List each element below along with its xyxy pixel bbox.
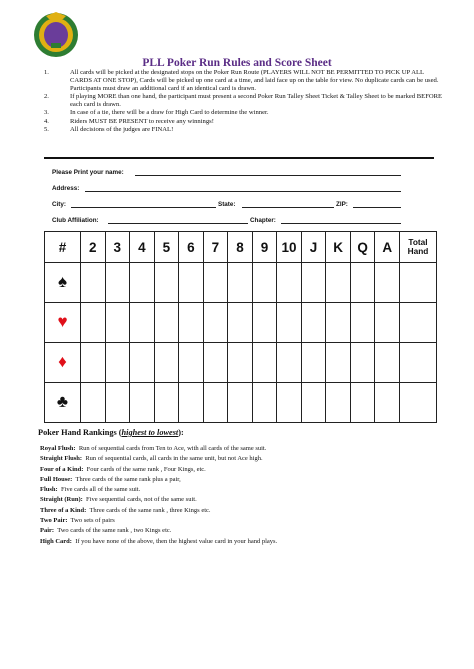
rule-item bbox=[44, 93, 444, 109]
ranking-item bbox=[40, 526, 277, 536]
rule-text: Riders MUST BE PRESENT to receive any winnings! bbox=[70, 117, 214, 125]
suit-row-spades bbox=[45, 263, 437, 303]
score-cell[interactable] bbox=[228, 383, 253, 423]
ranking-name: Four of a Kind: bbox=[40, 465, 84, 473]
score-cell[interactable] bbox=[130, 263, 155, 303]
score-cell[interactable] bbox=[301, 303, 326, 343]
rule-text: All cards will be picked at the designated stops on the Poker Run Route (PLAYERS WILL NOT BE PERMITTED TO PICK UP ALL CARDS AT ONE STOP), Cards will be picked up one card at a time, and laid face up on the table for view. No duplicate cards can be used. Participants must draw an additional card if an identical card is drawn. bbox=[70, 69, 439, 93]
rule-number: 2. bbox=[44, 93, 49, 101]
fraternity-crest-logo bbox=[32, 10, 80, 60]
chapter-field[interactable] bbox=[281, 223, 401, 224]
score-cell[interactable] bbox=[154, 383, 179, 423]
ranking-name: Straight Flush: bbox=[40, 455, 83, 463]
ranking-name: Flush: bbox=[40, 486, 58, 494]
score-cell[interactable] bbox=[350, 263, 375, 303]
ranking-name: Royal Flush: bbox=[40, 445, 76, 452]
ranking-desc: Run of sequential cards, all cards in the same unit, but not Ace high. bbox=[85, 455, 263, 463]
score-cell[interactable] bbox=[179, 343, 204, 383]
column-header: 8 bbox=[228, 232, 253, 263]
column-header: 10 bbox=[277, 232, 302, 263]
score-cell[interactable] bbox=[154, 303, 179, 343]
score-cell[interactable] bbox=[203, 343, 228, 383]
rule-number: 3. bbox=[44, 109, 49, 117]
total-hand-header bbox=[400, 232, 437, 263]
column-header: 5 bbox=[154, 232, 179, 263]
score-cell[interactable] bbox=[81, 303, 106, 343]
ranking-item bbox=[40, 454, 277, 464]
score-cell[interactable] bbox=[301, 263, 326, 303]
score-cell[interactable] bbox=[301, 343, 326, 383]
state-label: State: bbox=[218, 201, 236, 208]
rankings-list bbox=[40, 444, 277, 547]
column-header: 6 bbox=[179, 232, 204, 263]
score-cell[interactable] bbox=[154, 343, 179, 383]
name-label: Please Print your name: bbox=[52, 169, 124, 176]
score-cell[interactable] bbox=[81, 383, 106, 423]
ranking-item bbox=[40, 475, 277, 485]
heart-icon: ♥ bbox=[45, 303, 81, 343]
score-cell[interactable] bbox=[203, 263, 228, 303]
rule-text: All decisions of the judges are FINAL! bbox=[70, 125, 174, 133]
ranking-item bbox=[40, 465, 277, 475]
score-cell[interactable] bbox=[326, 343, 351, 383]
rankings-title-end: ): bbox=[178, 428, 184, 437]
suit-row-hearts bbox=[45, 303, 437, 343]
column-header: 4 bbox=[130, 232, 155, 263]
ranking-desc: Five sequential cards, not of the same suit. bbox=[86, 496, 197, 504]
score-cell[interactable] bbox=[154, 263, 179, 303]
total-cell[interactable] bbox=[400, 263, 437, 303]
club-affiliation-label: Club Affiliation: bbox=[52, 217, 99, 224]
rule-number: 5. bbox=[44, 125, 49, 133]
column-header: 9 bbox=[252, 232, 277, 263]
score-cell[interactable] bbox=[179, 383, 204, 423]
score-header-row bbox=[45, 232, 437, 263]
name-field[interactable] bbox=[135, 175, 401, 176]
ranking-item bbox=[40, 537, 277, 547]
score-cell[interactable] bbox=[350, 343, 375, 383]
rule-text: If playing MORE than one hand, the participant must present a second Poker Run Talley Sheet Ticket & Talley Sheet to be marked BEFORE each card is drawn. bbox=[70, 93, 443, 109]
score-cell[interactable] bbox=[350, 303, 375, 343]
column-header: 2 bbox=[81, 232, 106, 263]
score-cell[interactable] bbox=[228, 263, 253, 303]
city-field[interactable] bbox=[71, 207, 216, 208]
chapter-label: Chapter: bbox=[250, 217, 276, 224]
score-cell[interactable] bbox=[81, 263, 106, 303]
ranking-desc: Two sets of pairs bbox=[70, 517, 115, 525]
rule-item bbox=[44, 118, 444, 126]
ranking-name: Two Pair: bbox=[40, 517, 68, 525]
score-cell[interactable] bbox=[326, 263, 351, 303]
score-cell[interactable] bbox=[228, 343, 253, 383]
ranking-name: Pair: bbox=[40, 527, 55, 535]
ranking-desc: Two cards of the same rank , two Kings etc. bbox=[57, 527, 172, 535]
ranking-item bbox=[40, 485, 277, 495]
score-cell[interactable] bbox=[252, 383, 277, 423]
column-header: A bbox=[375, 232, 400, 263]
section-divider bbox=[44, 157, 434, 159]
score-cell[interactable] bbox=[228, 303, 253, 343]
score-cell[interactable] bbox=[130, 343, 155, 383]
rule-item bbox=[44, 69, 444, 93]
address-label: Address: bbox=[52, 185, 80, 192]
diamond-icon: ♦ bbox=[45, 343, 81, 383]
score-cell[interactable] bbox=[81, 343, 106, 383]
club-affiliation-field[interactable] bbox=[108, 223, 248, 224]
total-header-line2: Hand bbox=[407, 246, 429, 256]
column-header: # bbox=[45, 232, 81, 263]
club-icon: ♣ bbox=[45, 383, 81, 423]
score-cell[interactable] bbox=[203, 303, 228, 343]
column-header: J bbox=[301, 232, 326, 263]
score-cell[interactable] bbox=[179, 263, 204, 303]
ranking-desc: Four cards of the same rank , Four Kings, etc. bbox=[86, 465, 206, 473]
score-cell[interactable] bbox=[179, 303, 204, 343]
ranking-item bbox=[40, 516, 277, 526]
ranking-desc: Five cards all of the same suit. bbox=[60, 486, 141, 494]
score-cell[interactable] bbox=[105, 263, 130, 303]
address-field[interactable] bbox=[85, 191, 401, 192]
score-cell[interactable] bbox=[277, 303, 302, 343]
score-cell[interactable] bbox=[375, 383, 400, 423]
zip-field[interactable] bbox=[353, 207, 401, 208]
rankings-title-start: Poker Hand Rankings ( bbox=[38, 428, 122, 437]
score-cell[interactable] bbox=[350, 383, 375, 423]
score-cell[interactable] bbox=[105, 343, 130, 383]
rule-item bbox=[44, 126, 444, 134]
rule-number: 4. bbox=[44, 117, 49, 125]
score-cell[interactable] bbox=[105, 303, 130, 343]
ranking-desc: Three cards of the same rank plus a pair, bbox=[75, 475, 181, 483]
total-cell[interactable] bbox=[400, 303, 437, 343]
ranking-desc: Three cards of the same rank , three Kings etc. bbox=[89, 506, 211, 514]
rule-text: In case of a tie, there will be a draw for High Card to determine the winner. bbox=[70, 109, 269, 117]
score-cell[interactable] bbox=[375, 343, 400, 383]
ranking-desc: If you have none of the above, then the highest value card in your hand plays. bbox=[75, 537, 278, 545]
total-cell[interactable] bbox=[400, 383, 437, 423]
score-cell[interactable] bbox=[301, 383, 326, 423]
column-header: K bbox=[326, 232, 351, 263]
score-table bbox=[44, 231, 437, 423]
ranking-name: Full House: bbox=[40, 475, 73, 483]
rules-list bbox=[44, 69, 444, 134]
rule-item bbox=[44, 109, 444, 117]
score-cell[interactable] bbox=[130, 383, 155, 423]
ranking-item bbox=[40, 506, 277, 516]
score-cell[interactable] bbox=[277, 383, 302, 423]
rankings-title-emphasis: highest to lowest bbox=[121, 428, 179, 437]
score-cell[interactable] bbox=[326, 383, 351, 423]
ranking-name: Straight (Run): bbox=[40, 496, 83, 504]
ranking-name: High Card: bbox=[40, 537, 72, 545]
ranking-item bbox=[40, 495, 277, 505]
score-cell[interactable] bbox=[130, 303, 155, 343]
ranking-name: Three of a Kind: bbox=[40, 506, 87, 514]
score-cell[interactable] bbox=[375, 303, 400, 343]
total-header-line1: Total bbox=[408, 237, 428, 247]
zip-label: ZIP: bbox=[336, 201, 348, 208]
city-label: City: bbox=[52, 201, 66, 208]
score-cell[interactable] bbox=[252, 303, 277, 343]
suit-row-clubs bbox=[45, 383, 437, 423]
suit-row-diamonds bbox=[45, 343, 437, 383]
score-cell[interactable] bbox=[375, 263, 400, 303]
score-cell[interactable] bbox=[252, 263, 277, 303]
score-cell[interactable] bbox=[326, 303, 351, 343]
page-title: PLL Poker Run Rules and Score Sheet bbox=[142, 57, 332, 69]
score-cell[interactable] bbox=[105, 383, 130, 423]
state-field[interactable] bbox=[242, 207, 334, 208]
column-header: 3 bbox=[105, 232, 130, 263]
column-header: Q bbox=[350, 232, 375, 263]
total-cell[interactable] bbox=[400, 343, 437, 383]
score-cell[interactable] bbox=[277, 343, 302, 383]
ranking-desc: Run of sequential cards from Ten to Ace, with all cards of the same suit. bbox=[78, 445, 267, 452]
rule-number: 1. bbox=[44, 69, 49, 76]
score-cell[interactable] bbox=[203, 383, 228, 423]
score-cell[interactable] bbox=[252, 343, 277, 383]
rankings-heading bbox=[38, 428, 184, 437]
spade-icon: ♠ bbox=[45, 263, 81, 303]
ranking-item bbox=[40, 444, 277, 454]
score-cell[interactable] bbox=[277, 263, 302, 303]
column-header: 7 bbox=[203, 232, 228, 263]
